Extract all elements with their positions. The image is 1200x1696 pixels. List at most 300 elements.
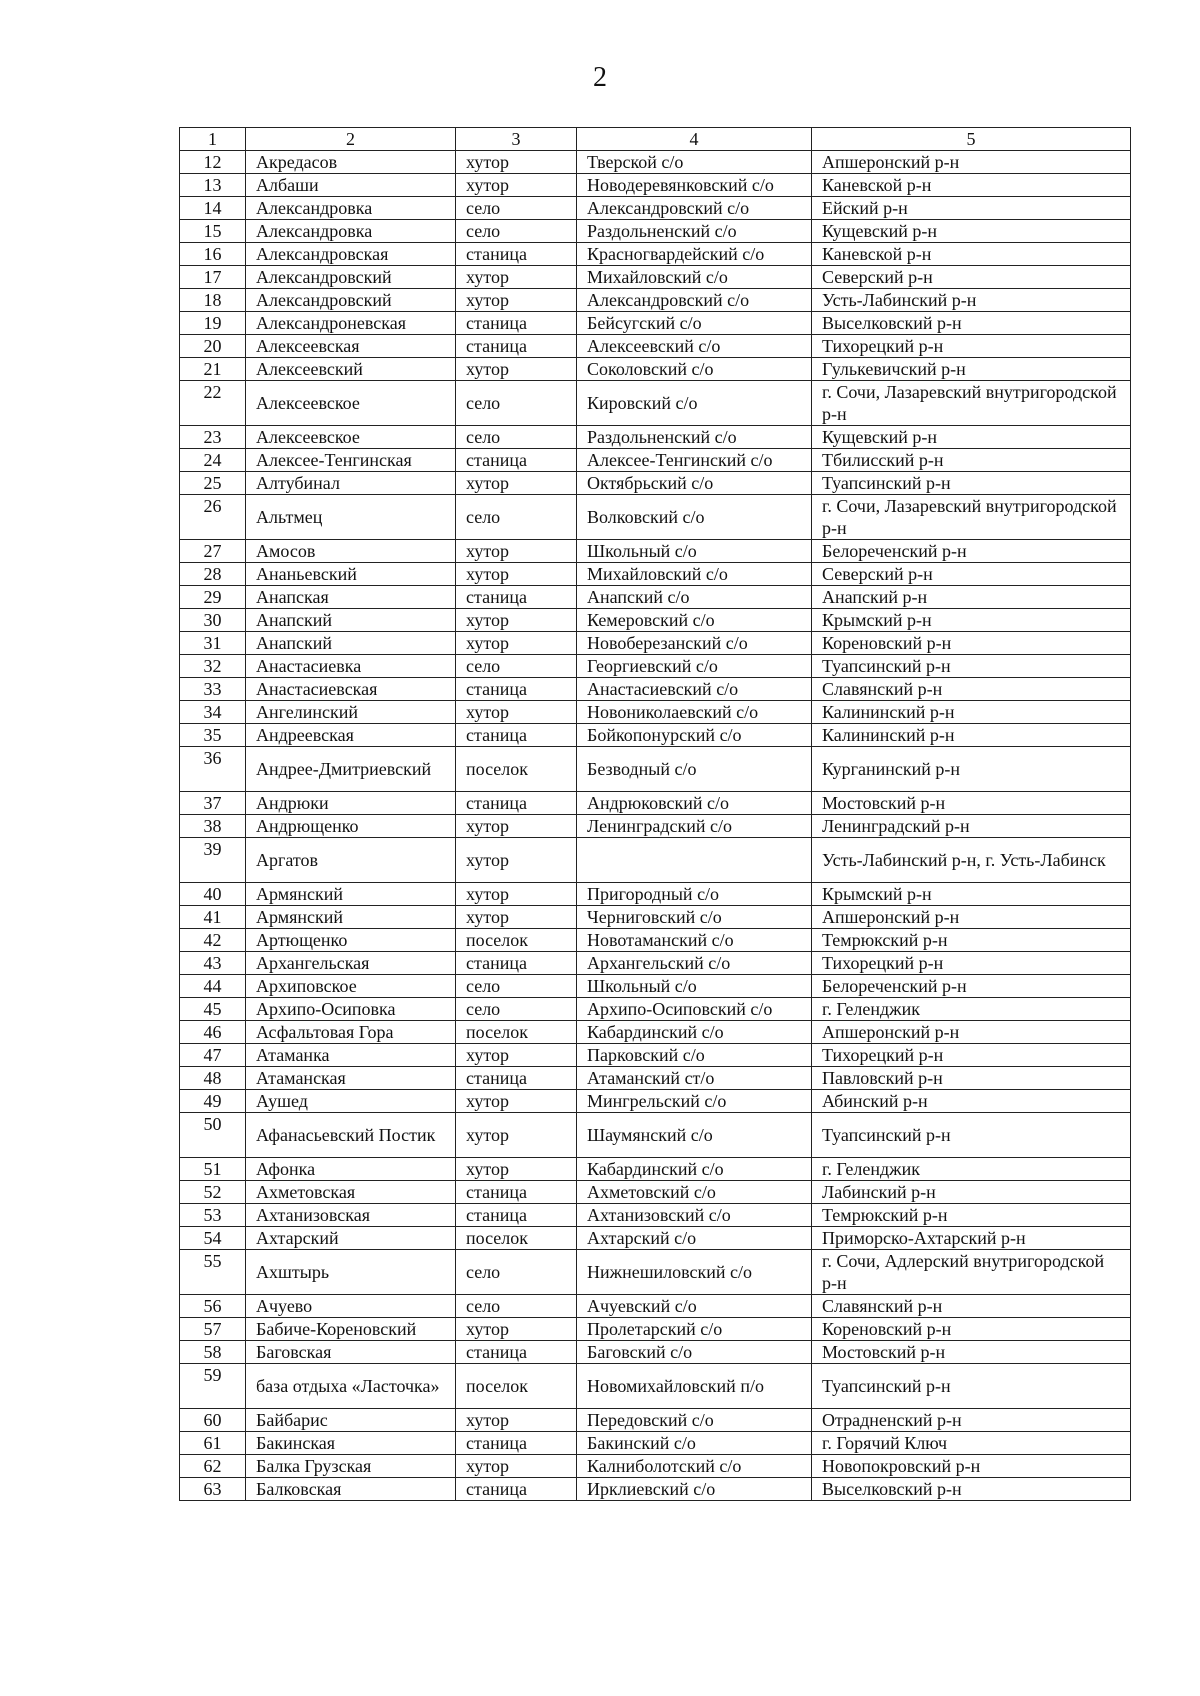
settlement-type: станица (456, 1478, 577, 1501)
row-number: 27 (180, 540, 246, 563)
row-number: 51 (180, 1158, 246, 1181)
rural-district: Раздольненский с/о (577, 220, 812, 243)
row-number: 43 (180, 952, 246, 975)
settlement-type: станица (456, 1067, 577, 1090)
rural-district: Кабардинский с/о (577, 1021, 812, 1044)
settlement-type: хутор (456, 472, 577, 495)
municipal-district: Новопокровский р-н (812, 1455, 1131, 1478)
row-number: 22 (180, 381, 246, 426)
municipal-district: Каневской р-н (812, 243, 1131, 266)
rural-district: Кировский с/о (577, 381, 812, 426)
rural-district: Архипо-Осиповский с/о (577, 998, 812, 1021)
table-row (180, 1158, 1131, 1181)
table-row (180, 701, 1131, 724)
settlement-name: Баговская (246, 1341, 456, 1364)
settlement-type: хутор (456, 883, 577, 906)
row-number: 17 (180, 266, 246, 289)
settlement-type: хутор (456, 1044, 577, 1067)
table-row (180, 1455, 1131, 1478)
row-number: 55 (180, 1250, 246, 1295)
rural-district: Андрюковский с/о (577, 792, 812, 815)
settlement-name: Андреевская (246, 724, 456, 747)
row-number: 49 (180, 1090, 246, 1113)
rural-district: Бакинский с/о (577, 1432, 812, 1455)
settlement-name: Ананьевский (246, 563, 456, 586)
table-row (180, 1227, 1131, 1250)
settlement-name: Алексеевское (246, 426, 456, 449)
municipal-district: г. Геленджик (812, 998, 1131, 1021)
settlement-type: станица (456, 1341, 577, 1364)
table-row (180, 724, 1131, 747)
municipal-district: Апшеронский р-н (812, 1021, 1131, 1044)
municipal-district: Анапский р-н (812, 586, 1131, 609)
table-row (180, 998, 1131, 1021)
row-number: 29 (180, 586, 246, 609)
table-row (180, 563, 1131, 586)
settlement-name: Архангельская (246, 952, 456, 975)
settlement-type: хутор (456, 838, 577, 883)
settlement-type: станица (456, 449, 577, 472)
rural-district: Октябрьский с/о (577, 472, 812, 495)
table-row (180, 747, 1131, 792)
row-number: 34 (180, 701, 246, 724)
settlement-name: Ахтанизовская (246, 1204, 456, 1227)
table-row (180, 220, 1131, 243)
settlement-type: хутор (456, 151, 577, 174)
rural-district: Новомихайловский п/о (577, 1364, 812, 1409)
municipal-district: Туапсинский р-н (812, 1113, 1131, 1158)
table-row (180, 929, 1131, 952)
settlement-type: село (456, 381, 577, 426)
rural-district: Ленинградский с/о (577, 815, 812, 838)
settlement-name: Александровский (246, 266, 456, 289)
rural-district: Александровский с/о (577, 289, 812, 312)
settlement-type: село (456, 1250, 577, 1295)
rural-district: Пригородный с/о (577, 883, 812, 906)
settlement-type: станица (456, 335, 577, 358)
settlement-name: Балковская (246, 1478, 456, 1501)
row-number: 61 (180, 1432, 246, 1455)
municipal-district: Курганинский р-н (812, 747, 1131, 792)
column-header: 1 (180, 128, 246, 151)
rural-district: Раздольненский с/о (577, 426, 812, 449)
table-row (180, 197, 1131, 220)
table-row (180, 632, 1131, 655)
row-number: 14 (180, 197, 246, 220)
municipal-district: Белореченский р-н (812, 540, 1131, 563)
settlement-type: хутор (456, 701, 577, 724)
settlement-name: Андрющенко (246, 815, 456, 838)
rural-district: Бейсугский с/о (577, 312, 812, 335)
settlement-type: станица (456, 724, 577, 747)
row-number: 44 (180, 975, 246, 998)
settlement-name: Балка Грузская (246, 1455, 456, 1478)
municipal-district: Тихорецкий р-н (812, 335, 1131, 358)
settlement-type: хутор (456, 1455, 577, 1478)
rural-district: Шаумянский с/о (577, 1113, 812, 1158)
row-number: 60 (180, 1409, 246, 1432)
row-number: 57 (180, 1318, 246, 1341)
rural-district: Бойкопонурский с/о (577, 724, 812, 747)
municipal-district: Апшеронский р-н (812, 151, 1131, 174)
table-row (180, 952, 1131, 975)
settlement-name: Алексеевский (246, 358, 456, 381)
settlement-name: Афонка (246, 1158, 456, 1181)
row-number: 40 (180, 883, 246, 906)
settlement-name: Архипо-Осиповка (246, 998, 456, 1021)
settlement-type: хутор (456, 358, 577, 381)
rural-district: Архангельский с/о (577, 952, 812, 975)
table-row (180, 1318, 1131, 1341)
municipal-district: Кореновский р-н (812, 1318, 1131, 1341)
rural-district: Пролетарский с/о (577, 1318, 812, 1341)
municipal-district: Славянский р-н (812, 678, 1131, 701)
rural-district: Александровский с/о (577, 197, 812, 220)
settlement-type: хутор (456, 174, 577, 197)
row-number: 38 (180, 815, 246, 838)
municipal-district: Лабинский р-н (812, 1181, 1131, 1204)
municipal-district: Северский р-н (812, 266, 1131, 289)
settlement-type: хутор (456, 1409, 577, 1432)
row-number: 54 (180, 1227, 246, 1250)
row-number: 20 (180, 335, 246, 358)
municipal-district: Калининский р-н (812, 701, 1131, 724)
settlement-name: Бабиче-Кореновский (246, 1318, 456, 1341)
table-row (180, 586, 1131, 609)
table-row (180, 655, 1131, 678)
rural-district: Тверской с/о (577, 151, 812, 174)
settlement-name: Анапский (246, 609, 456, 632)
table-row (180, 1044, 1131, 1067)
settlement-name: Андрее-Дмитриевский (246, 747, 456, 792)
rural-district: Анастасиевский с/о (577, 678, 812, 701)
row-number: 41 (180, 906, 246, 929)
rural-district: Ирклиевский с/о (577, 1478, 812, 1501)
municipal-district: Темрюкский р-н (812, 929, 1131, 952)
settlement-name: Александровка (246, 220, 456, 243)
rural-district: Новодеревянковский с/о (577, 174, 812, 197)
settlement-type: станица (456, 1204, 577, 1227)
settlements-table (179, 127, 1131, 1501)
settlement-name: Александровский (246, 289, 456, 312)
row-number: 16 (180, 243, 246, 266)
settlement-name: Алексее-Тенгинская (246, 449, 456, 472)
municipal-district: Ейский р-н (812, 197, 1131, 220)
municipal-district: г. Геленджик (812, 1158, 1131, 1181)
table-row (180, 883, 1131, 906)
table-row (180, 792, 1131, 815)
row-number: 56 (180, 1295, 246, 1318)
table-row (180, 289, 1131, 312)
table-row (180, 358, 1131, 381)
rural-district: Калниболотский с/о (577, 1455, 812, 1478)
municipal-district: Тбилисский р-н (812, 449, 1131, 472)
settlement-name: Алексеевская (246, 335, 456, 358)
table-row (180, 609, 1131, 632)
municipal-district: Крымский р-н (812, 609, 1131, 632)
row-number: 62 (180, 1455, 246, 1478)
rural-district: Алексеевский с/о (577, 335, 812, 358)
rural-district: Баговский с/о (577, 1341, 812, 1364)
settlement-type: поселок (456, 1364, 577, 1409)
rural-district: Ахметовский с/о (577, 1181, 812, 1204)
settlement-name: Атаманка (246, 1044, 456, 1067)
column-header: 3 (456, 128, 577, 151)
table-row (180, 906, 1131, 929)
settlement-type: хутор (456, 815, 577, 838)
table-row (180, 426, 1131, 449)
row-number: 28 (180, 563, 246, 586)
settlement-name: Александровка (246, 197, 456, 220)
municipal-district: Тихорецкий р-н (812, 1044, 1131, 1067)
row-number: 36 (180, 747, 246, 792)
settlement-type: поселок (456, 1021, 577, 1044)
rural-district: Нижнешиловский с/о (577, 1250, 812, 1295)
municipal-district: Крымский р-н (812, 883, 1131, 906)
settlement-name: Армянский (246, 883, 456, 906)
rural-district: Анапский с/о (577, 586, 812, 609)
municipal-district: Абинский р-н (812, 1090, 1131, 1113)
rural-district: Новотаманский с/о (577, 929, 812, 952)
settlement-type: поселок (456, 929, 577, 952)
municipal-district: Выселковский р-н (812, 312, 1131, 335)
row-number: 30 (180, 609, 246, 632)
municipal-district: Выселковский р-н (812, 1478, 1131, 1501)
table-row (180, 1478, 1131, 1501)
settlement-name: Акредасов (246, 151, 456, 174)
settlement-name: Асфальтовая Гора (246, 1021, 456, 1044)
settlement-type: станица (456, 952, 577, 975)
settlement-name: Ахштырь (246, 1250, 456, 1295)
rural-district: Кабардинский с/о (577, 1158, 812, 1181)
table-row (180, 335, 1131, 358)
settlement-type: поселок (456, 747, 577, 792)
settlement-name: Албаши (246, 174, 456, 197)
table-row (180, 495, 1131, 540)
settlement-type: станица (456, 586, 577, 609)
table-row (180, 266, 1131, 289)
settlement-name: Анастасиевская (246, 678, 456, 701)
settlement-name: Ачуево (246, 1295, 456, 1318)
municipal-district: Отрадненский р-н (812, 1409, 1131, 1432)
row-number: 13 (180, 174, 246, 197)
row-number: 52 (180, 1181, 246, 1204)
municipal-district: Туапсинский р-н (812, 655, 1131, 678)
municipal-district: Мостовский р-н (812, 792, 1131, 815)
municipal-district: Темрюкский р-н (812, 1204, 1131, 1227)
settlement-name: Ангелинский (246, 701, 456, 724)
rural-district (577, 838, 812, 883)
row-number: 21 (180, 358, 246, 381)
settlement-type: село (456, 220, 577, 243)
column-header: 2 (246, 128, 456, 151)
rural-district: Школьный с/о (577, 540, 812, 563)
table-row (180, 1341, 1131, 1364)
municipal-district: г. Сочи, Лазаревский внутригородской р-н (812, 495, 1131, 540)
table-row (180, 151, 1131, 174)
table-row (180, 1090, 1131, 1113)
settlement-type: хутор (456, 289, 577, 312)
row-number: 25 (180, 472, 246, 495)
settlement-name: Александроневская (246, 312, 456, 335)
rural-district: Школьный с/о (577, 975, 812, 998)
settlement-type: хутор (456, 266, 577, 289)
table-row (180, 838, 1131, 883)
row-number: 50 (180, 1113, 246, 1158)
settlement-type: село (456, 998, 577, 1021)
settlement-name: Анастасиевка (246, 655, 456, 678)
table-row (180, 1295, 1131, 1318)
municipal-district: Приморско-Ахтарский р-н (812, 1227, 1131, 1250)
row-number: 42 (180, 929, 246, 952)
municipal-district: Белореченский р-н (812, 975, 1131, 998)
table-row (180, 1113, 1131, 1158)
settlement-name: Атаманская (246, 1067, 456, 1090)
table-row (180, 449, 1131, 472)
row-number: 47 (180, 1044, 246, 1067)
settlement-name: Бакинская (246, 1432, 456, 1455)
settlement-name: Ахтарский (246, 1227, 456, 1250)
rural-district: Ачуевский с/о (577, 1295, 812, 1318)
row-number: 12 (180, 151, 246, 174)
settlement-type: село (456, 655, 577, 678)
municipal-district: Славянский р-н (812, 1295, 1131, 1318)
rural-district: Парковский с/о (577, 1044, 812, 1067)
municipal-district: Мостовский р-н (812, 1341, 1131, 1364)
settlement-type: село (456, 495, 577, 540)
column-header: 4 (577, 128, 812, 151)
page-number: 2 (593, 62, 607, 93)
settlement-name: Артющенко (246, 929, 456, 952)
row-number: 19 (180, 312, 246, 335)
table-row (180, 1067, 1131, 1090)
rural-district: Ахтанизовский с/о (577, 1204, 812, 1227)
municipal-district: г. Сочи, Адлерский внутригородской р-н (812, 1250, 1131, 1295)
rural-district: Новониколаевский с/о (577, 701, 812, 724)
settlement-type: хутор (456, 1090, 577, 1113)
settlement-type: село (456, 1295, 577, 1318)
municipal-district: Кущевский р-н (812, 220, 1131, 243)
settlement-type: хутор (456, 906, 577, 929)
rural-district: Безводный с/о (577, 747, 812, 792)
municipal-district: Тихорецкий р-н (812, 952, 1131, 975)
rural-district: Красногвардейский с/о (577, 243, 812, 266)
municipal-district: Павловский р-н (812, 1067, 1131, 1090)
settlement-type: станица (456, 1181, 577, 1204)
column-header: 5 (812, 128, 1131, 151)
row-number: 31 (180, 632, 246, 655)
municipal-district: Туапсинский р-н (812, 1364, 1131, 1409)
row-number: 53 (180, 1204, 246, 1227)
settlement-name: Ахметовская (246, 1181, 456, 1204)
row-number: 23 (180, 426, 246, 449)
row-number: 45 (180, 998, 246, 1021)
table-row (180, 1181, 1131, 1204)
rural-district: Передовский с/о (577, 1409, 812, 1432)
municipal-district: Гулькевичский р-н (812, 358, 1131, 381)
row-number: 15 (180, 220, 246, 243)
table-row (180, 243, 1131, 266)
table-body (180, 128, 1131, 1501)
municipal-district: Туапсинский р-н (812, 472, 1131, 495)
settlement-name: Аушед (246, 1090, 456, 1113)
municipal-district: Калининский р-н (812, 724, 1131, 747)
row-number: 48 (180, 1067, 246, 1090)
settlement-type: станица (456, 1432, 577, 1455)
settlement-type: хутор (456, 609, 577, 632)
row-number: 24 (180, 449, 246, 472)
settlement-name: Армянский (246, 906, 456, 929)
settlement-type: станица (456, 792, 577, 815)
municipal-district: Каневской р-н (812, 174, 1131, 197)
table-row (180, 815, 1131, 838)
row-number: 26 (180, 495, 246, 540)
table-row (180, 312, 1131, 335)
rural-district: Ахтарский с/о (577, 1227, 812, 1250)
row-number: 35 (180, 724, 246, 747)
table-row (180, 1250, 1131, 1295)
rural-district: Атаманский ст/о (577, 1067, 812, 1090)
settlement-name: Амосов (246, 540, 456, 563)
row-number: 58 (180, 1341, 246, 1364)
row-number: 32 (180, 655, 246, 678)
municipal-district: г. Горячий Ключ (812, 1432, 1131, 1455)
rural-district: Кемеровский с/о (577, 609, 812, 632)
table-row (180, 381, 1131, 426)
municipal-district: Кореновский р-н (812, 632, 1131, 655)
table-row (180, 540, 1131, 563)
row-number: 63 (180, 1478, 246, 1501)
settlement-type: хутор (456, 1158, 577, 1181)
row-number: 39 (180, 838, 246, 883)
settlement-type: село (456, 197, 577, 220)
rural-district: Алексее-Тенгинский с/о (577, 449, 812, 472)
settlement-name: Андрюки (246, 792, 456, 815)
settlement-name: база отдыха «Ласточка» (246, 1364, 456, 1409)
settlement-type: станица (456, 243, 577, 266)
municipal-district: Кущевский р-н (812, 426, 1131, 449)
settlement-name: Алексеевское (246, 381, 456, 426)
table-row (180, 1364, 1131, 1409)
municipal-district: г. Сочи, Лазаревский внутригородской р-н (812, 381, 1131, 426)
rural-district: Соколовский с/о (577, 358, 812, 381)
settlement-type: хутор (456, 632, 577, 655)
municipal-district: Усть-Лабинский р-н, г. Усть-Лабинск (812, 838, 1131, 883)
settlement-type: хутор (456, 540, 577, 563)
rural-district: Георгиевский с/о (577, 655, 812, 678)
municipal-district: Апшеронский р-н (812, 906, 1131, 929)
rural-district: Михайловский с/о (577, 266, 812, 289)
settlement-name: Аргатов (246, 838, 456, 883)
settlement-name: Альтмец (246, 495, 456, 540)
settlement-type: поселок (456, 1227, 577, 1250)
settlement-type: село (456, 426, 577, 449)
settlement-type: станица (456, 678, 577, 701)
settlement-name: Афанасьевский Постик (246, 1113, 456, 1158)
settlement-type: хутор (456, 1318, 577, 1341)
rural-district: Михайловский с/о (577, 563, 812, 586)
settlement-name: Алтубинал (246, 472, 456, 495)
municipal-district: Северский р-н (812, 563, 1131, 586)
table-row (180, 678, 1131, 701)
row-number: 46 (180, 1021, 246, 1044)
table-row (180, 1409, 1131, 1432)
table-row (180, 975, 1131, 998)
settlement-type: село (456, 975, 577, 998)
settlement-type: станица (456, 312, 577, 335)
rural-district: Новоберезанский с/о (577, 632, 812, 655)
settlement-type: хутор (456, 563, 577, 586)
